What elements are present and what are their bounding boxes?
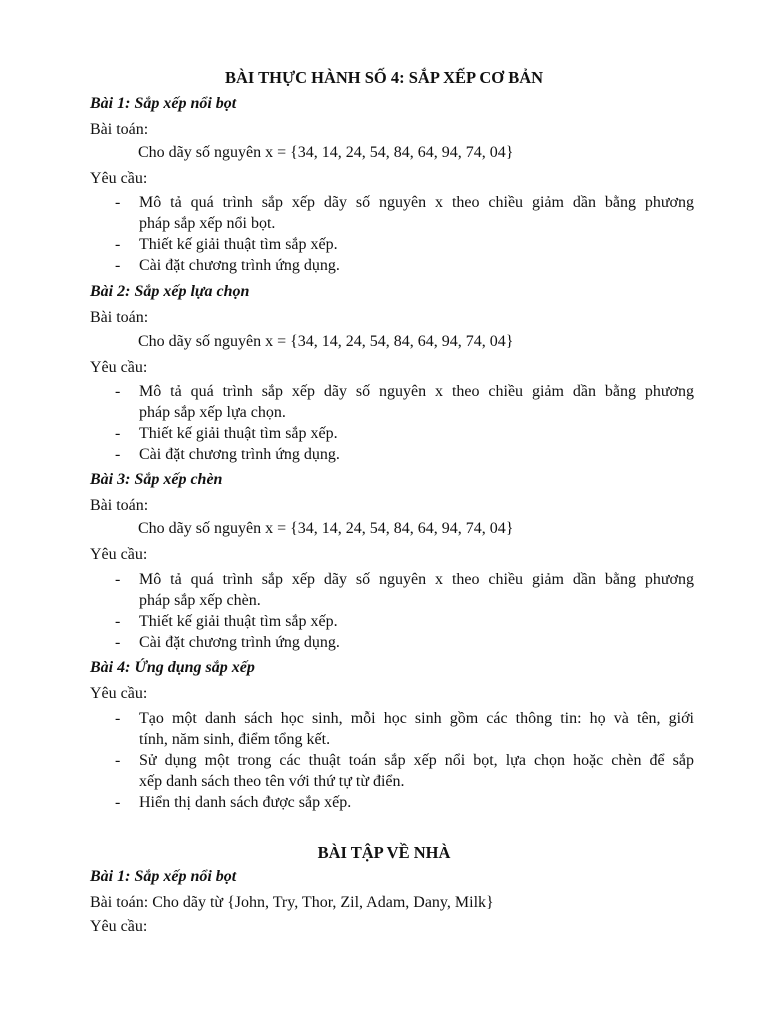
exercise-4-requirements-label: Yêu cầu: [90, 685, 148, 702]
exercise-3-item-1-line-1: Mô tả quá trình sắp xếp dãy số nguyên x theo chiều giảm dần bằng phương [139, 571, 694, 588]
exercise-4-item-2-line-2: xếp danh sách theo tên với thứ tự từ điển. [139, 773, 405, 790]
exercise-2-item-1-line-1: Mô tả quá trình sắp xếp dãy số nguyên x theo chiều giảm dần bằng phương [139, 383, 694, 400]
bullet-dash: - [115, 194, 121, 211]
exercise-1-heading: Bài 1: Sắp xếp nổi bọt [90, 95, 237, 112]
bullet-dash: - [115, 794, 121, 811]
exercise-1-item-1-line-1: Mô tả quá trình sắp xếp dãy số nguyên x theo chiều giảm dần bằng phương [139, 194, 694, 211]
homework-1-requirements-label: Yêu cầu: [90, 918, 148, 935]
exercise-1-requirements-label: Yêu cầu: [90, 170, 148, 187]
homework-1-heading: Bài 1: Sắp xếp nổi bọt [90, 868, 237, 885]
bullet-dash: - [115, 257, 121, 274]
exercise-2-sequence: Cho dãy số nguyên x = {34, 14, 24, 54, 84, 64, 94, 74, 04} [138, 333, 514, 350]
exercise-4-item-3: Hiển thị danh sách được sắp xếp. [139, 794, 352, 811]
bullet-dash: - [115, 752, 121, 769]
bullet-dash: - [115, 634, 121, 651]
homework-title: BÀI TẬP VỀ NHÀ [317, 843, 451, 862]
exercise-4-heading: Bài 4: Ứng dụng sắp xếp [90, 659, 255, 676]
exercise-2-heading: Bài 2: Sắp xếp lựa chọn [90, 283, 250, 300]
exercise-3-sequence: Cho dãy số nguyên x = {34, 14, 24, 54, 84, 64, 94, 74, 04} [138, 520, 514, 537]
exercise-1-item-2: Thiết kế giải thuật tìm sắp xếp. [139, 236, 338, 253]
exercise-3-item-2: Thiết kế giải thuật tìm sắp xếp. [139, 613, 338, 630]
bullet-dash: - [115, 425, 121, 442]
page-title: BÀI THỰC HÀNH SỐ 4: SẮP XẾP CƠ BẢN [224, 68, 544, 87]
bullet-dash: - [115, 710, 121, 727]
exercise-3-problem-label: Bài toán: [90, 497, 149, 514]
exercise-2-item-3: Cài đặt chương trình ứng dụng. [139, 446, 340, 463]
exercise-4-item-2-line-1: Sử dụng một trong các thuật toán sắp xếp nổi bọt, lựa chọn hoặc chèn để sắp [139, 752, 694, 769]
exercise-3-heading: Bài 3: Sắp xếp chèn [90, 471, 223, 488]
bullet-dash: - [115, 613, 121, 630]
exercise-2-item-2: Thiết kế giải thuật tìm sắp xếp. [139, 425, 338, 442]
exercise-1-item-3: Cài đặt chương trình ứng dụng. [139, 257, 340, 274]
exercise-4-item-1-line-1: Tạo một danh sách học sinh, mỗi học sinh gồm các thông tin: họ và tên, giới [139, 710, 694, 727]
exercise-4-item-1-line-2: tính, năm sinh, điểm tổng kết. [139, 731, 331, 748]
exercise-1-sequence: Cho dãy số nguyên x = {34, 14, 24, 54, 84, 64, 94, 74, 04} [138, 144, 514, 161]
bullet-dash: - [115, 236, 121, 253]
bullet-dash: - [115, 446, 121, 463]
exercise-2-problem-label: Bài toán: [90, 309, 149, 326]
bullet-dash: - [115, 383, 121, 400]
exercise-2-item-1-line-2: pháp sắp xếp lựa chọn. [139, 404, 286, 421]
exercise-3-item-3: Cài đặt chương trình ứng dụng. [139, 634, 340, 651]
exercise-1-problem-label: Bài toán: [90, 121, 149, 138]
bullet-dash: - [115, 571, 121, 588]
exercise-1-item-1-line-2: pháp sắp xếp nổi bọt. [139, 215, 276, 232]
exercise-3-item-1-line-2: pháp sắp xếp chèn. [139, 592, 261, 609]
exercise-2-requirements-label: Yêu cầu: [90, 359, 148, 376]
exercise-3-requirements-label: Yêu cầu: [90, 546, 148, 563]
homework-1-problem: Bài toán: Cho dãy từ {John, Try, Thor, Zil, Adam, Dany, Milk} [90, 894, 494, 911]
